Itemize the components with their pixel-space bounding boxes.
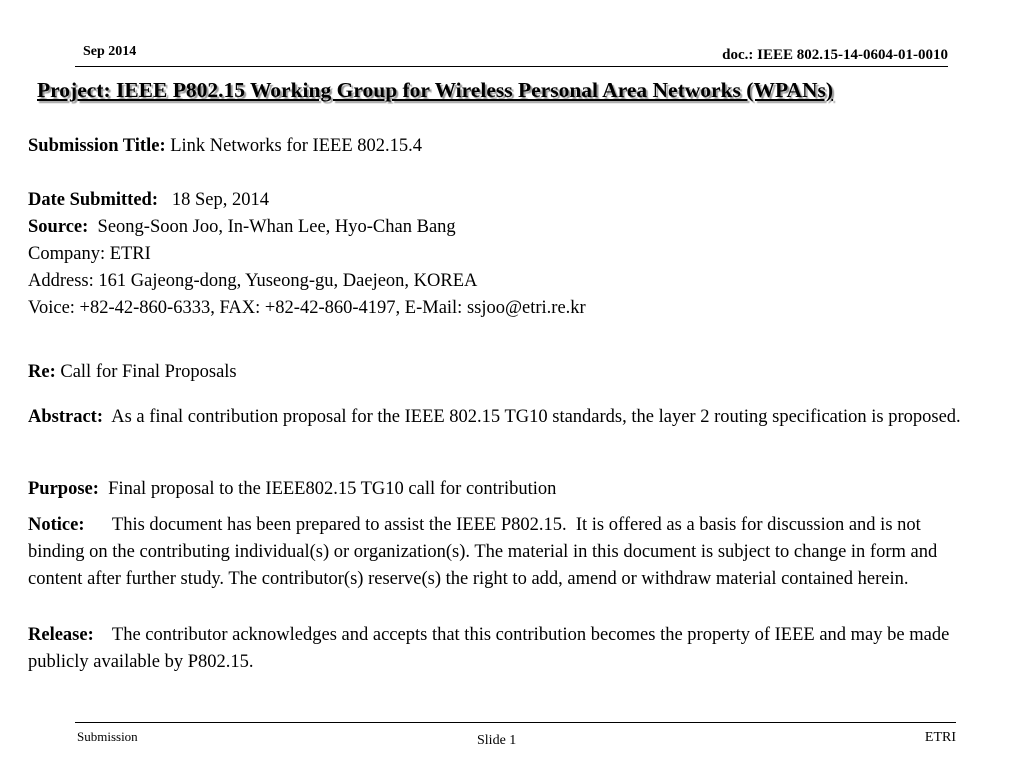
source-row (28, 217, 456, 238)
company-line: Company: ETRI (28, 244, 151, 264)
footer-divider (75, 722, 956, 723)
contact-line: Voice: +82-42-860-6333, FAX: +82-42-860-4197, E-Mail: ssjoo@etri.re.kr (28, 298, 586, 318)
purpose-label: Purpose: (28, 479, 99, 499)
notice-paragraph (28, 512, 978, 593)
re-row (28, 362, 237, 383)
date-submitted-value: 18 Sep, 2014 (158, 190, 270, 210)
abstract-value: As a final contribution proposal for the IEEE 802.15 TG10 standards, the layer 2 routing specification is proposed. (103, 407, 961, 427)
submission-title-row (28, 136, 422, 157)
release-paragraph (28, 622, 978, 676)
source-label: Source: (28, 217, 89, 237)
footer-submission: Submission (77, 729, 138, 744)
submission-title-label: Submission Title: (28, 136, 166, 156)
abstract-label: Abstract: (28, 407, 104, 427)
re-label: Re: (28, 362, 56, 382)
purpose-value: Final proposal to the IEEE802.15 TG10 call for contribution (98, 479, 557, 499)
source-value: Seong-Soon Joo, In-Whan Lee, Hyo-Chan Bang (88, 217, 456, 237)
footer-slide-number: Slide 1 (477, 733, 517, 748)
notice-label: Notice: (28, 515, 85, 535)
release-label: Release: (28, 625, 94, 645)
project-title: Project: IEEE P802.15 Working Group for Wireless Personal Area Networks (WPANs) (37, 78, 834, 102)
date-submitted-row (28, 190, 269, 211)
release-value: The contributor acknowledges and accepts that this contribution becomes the property of IEEE and may be made publicly available by P802.15. (28, 625, 954, 672)
date-submitted-label: Date Submitted: (28, 190, 159, 210)
header-divider (75, 66, 948, 67)
notice-value: This document has been prepared to assist the IEEE P802.15. It is offered as a basis for discussion and is not binding on the contributing individual(s) or organization(s). The material in this document is subject to change in form and content after further study. The contributor(s) reserve(s) the right to add, amend or withdraw material contained herein. (28, 515, 942, 589)
footer-organization: ETRI (924, 730, 956, 745)
address-line: Address: 161 Gajeong-dong, Yuseong-gu, Daejeon, KOREA (28, 271, 478, 291)
re-value: Call for Final Proposals (55, 362, 237, 382)
header-date: Sep 2014 (83, 44, 137, 59)
purpose-paragraph (28, 476, 978, 503)
abstract-paragraph (28, 404, 978, 431)
submission-title-value: Link Networks for IEEE 802.15.4 (165, 136, 422, 156)
header-doc-id: doc.: IEEE 802.15-14-0604-01-0010 (722, 47, 948, 63)
